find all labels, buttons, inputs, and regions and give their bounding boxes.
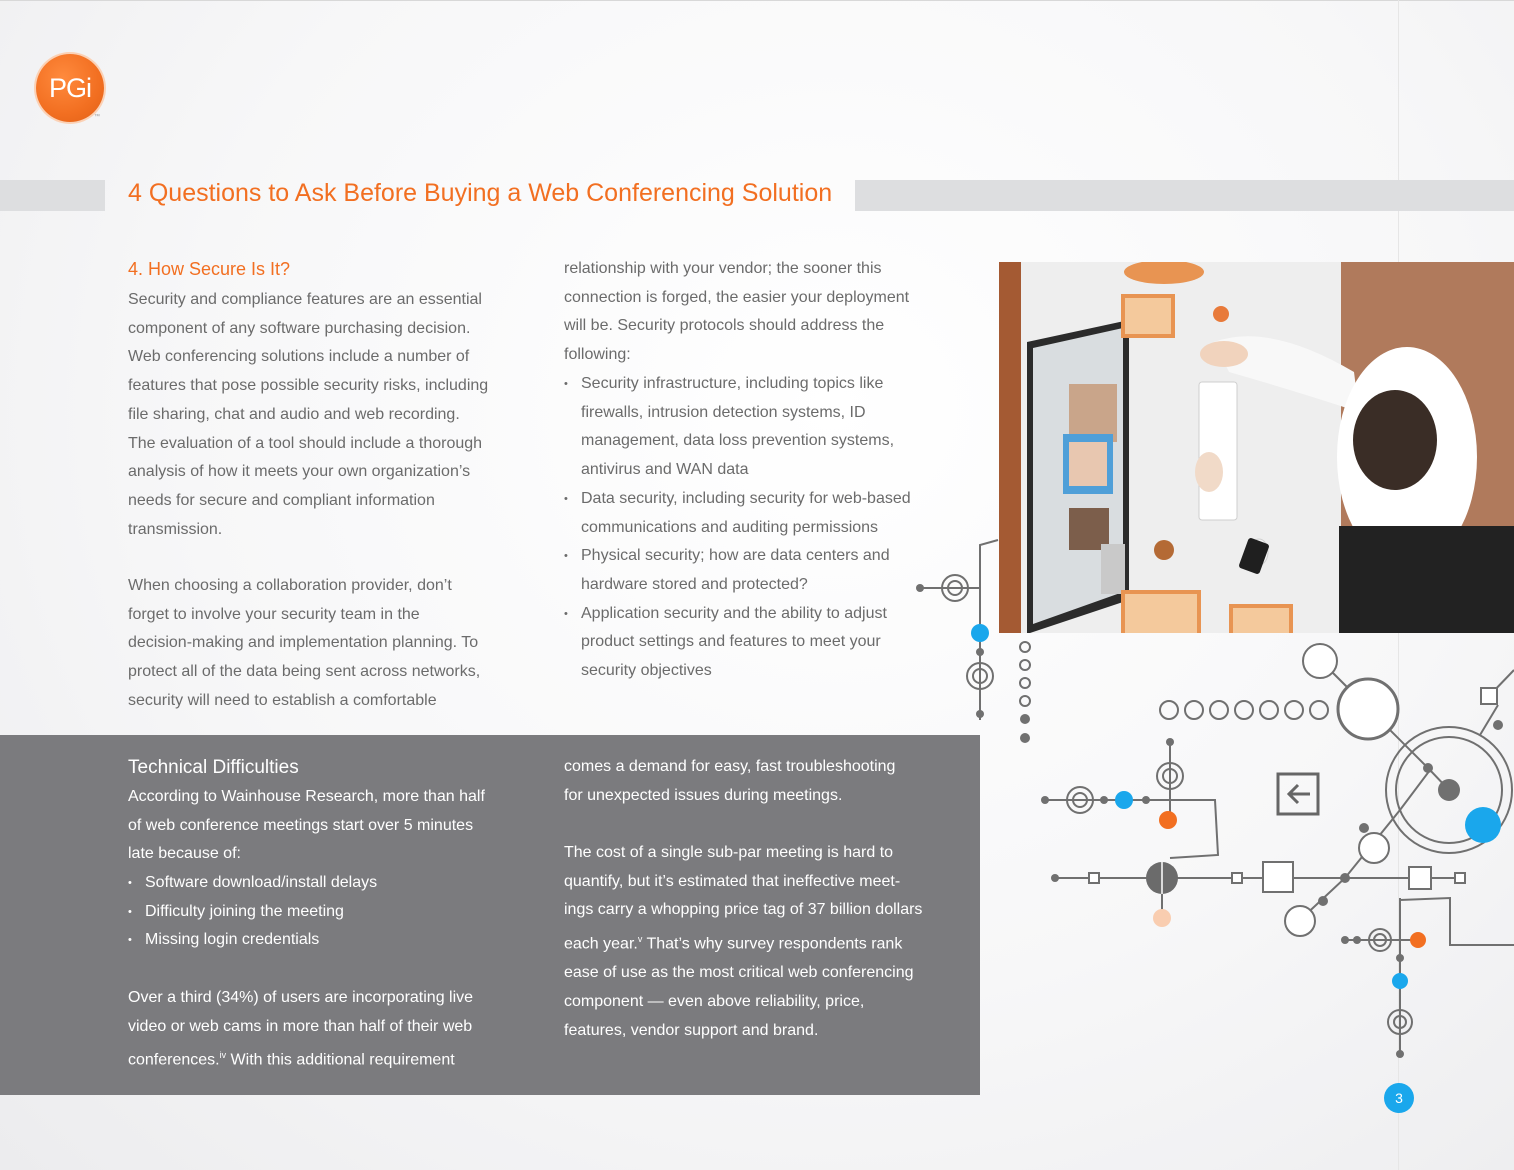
text-line: Web conferencing solutions include a number of bbox=[128, 348, 470, 366]
list-item: • Software download/install delays bbox=[128, 869, 528, 898]
footnote-marker: iv bbox=[219, 1050, 227, 1061]
text-line: When choosing a collaboration provider, don’t bbox=[128, 577, 452, 594]
text-line: ease of use as the most critical web conferencing bbox=[564, 964, 914, 982]
text-line: component of any software purchasing decision. bbox=[128, 319, 471, 337]
list-item: • Security infrastructure, including topics like firewalls, intrusion detection systems, ID management, data loss prevention systems, antivirus and WAN data bbox=[564, 370, 954, 485]
text-line: protect all of the data being sent across networks, bbox=[128, 663, 481, 681]
panel-paragraph-4 bbox=[564, 839, 922, 1045]
text-line: The evaluation of a tool should include a thorough bbox=[128, 434, 483, 452]
text-line: will be. Security protocols should address the bbox=[564, 317, 885, 335]
text-line: Over a third (34%) of users are incorporating live bbox=[128, 989, 474, 1006]
page-number-badge: 3 bbox=[1384, 1083, 1414, 1113]
list-item: • Missing login credentials bbox=[128, 926, 528, 955]
logo-text: PGi bbox=[48, 72, 91, 103]
section-heading: 4. How Secure Is It? bbox=[128, 259, 291, 279]
text-line: decision-making and implementation planning. To bbox=[128, 634, 479, 652]
page-title: 4 Questions to Ask Before Buying a Web Conferencing Solution bbox=[128, 179, 833, 207]
footnote-marker: v bbox=[637, 934, 643, 945]
text-line: video or web cams in more than half of their web bbox=[128, 1017, 473, 1035]
text-line: ings carry a whopping price tag of 37 billion dollars bbox=[564, 901, 923, 919]
list-item: • Difficulty joining the meeting bbox=[128, 898, 528, 927]
text-line: for unexpected issues during meetings. bbox=[564, 786, 843, 804]
text-line: connection is forged, the easier your deployment bbox=[564, 288, 910, 306]
text-line: features that pose possible security risks, including bbox=[128, 377, 489, 395]
panel-paragraph-3 bbox=[564, 753, 895, 810]
text-line: analysis of how it meets your own organization’s bbox=[128, 463, 471, 481]
list-item: • Physical security; how are data centers and hardware stored and protected? bbox=[564, 542, 954, 599]
text-line: component — even above reliability, price, bbox=[564, 992, 865, 1010]
text-line: file sharing, chat and audio and web recording. bbox=[128, 405, 460, 423]
text-line: features, vendor support and brand. bbox=[564, 1021, 819, 1039]
text-line: needs for secure and compliant information bbox=[128, 491, 435, 509]
list-item: • Data security, including security for web-based communications and auditing permissions bbox=[564, 485, 954, 542]
text-line: each year.$^v$ That’s why survey respondents rank bbox=[564, 934, 903, 953]
text-line: quantify, but it’s estimated that ineffective meet- bbox=[564, 872, 901, 890]
text-line: forget to involve your security team in the bbox=[128, 605, 420, 623]
text-line: conferences.$^{iv}$ With this additional requirement bbox=[128, 1050, 455, 1069]
text-line: late because of: bbox=[128, 845, 241, 863]
list-item: • Application security and the ability to adjust product settings and features to meet your security objectives bbox=[564, 600, 954, 686]
text-line: The cost of a single sub-par meeting is hard to bbox=[564, 844, 894, 861]
trademark-mark: ™ bbox=[94, 114, 100, 120]
text-line: following: bbox=[564, 346, 631, 364]
text-line: transmission. bbox=[128, 520, 223, 538]
delay-causes-list bbox=[128, 869, 528, 955]
panel-paragraph-2 bbox=[128, 984, 473, 1075]
text-line: According to Wainhouse Research, more than half bbox=[128, 788, 485, 805]
text-line: relationship with your vendor; the sooner this bbox=[564, 260, 882, 277]
text-line: comes a demand for easy, fast troubleshooting bbox=[564, 758, 896, 775]
text-line: of web conference meetings start over 5 minutes bbox=[128, 816, 474, 834]
text-line: security will need to establish a comfortable bbox=[128, 691, 437, 709]
panel-heading: Technical Difficulties bbox=[128, 757, 299, 778]
text-line: Security and compliance features are an essential bbox=[128, 291, 482, 308]
panel-paragraph-1 bbox=[128, 783, 485, 869]
